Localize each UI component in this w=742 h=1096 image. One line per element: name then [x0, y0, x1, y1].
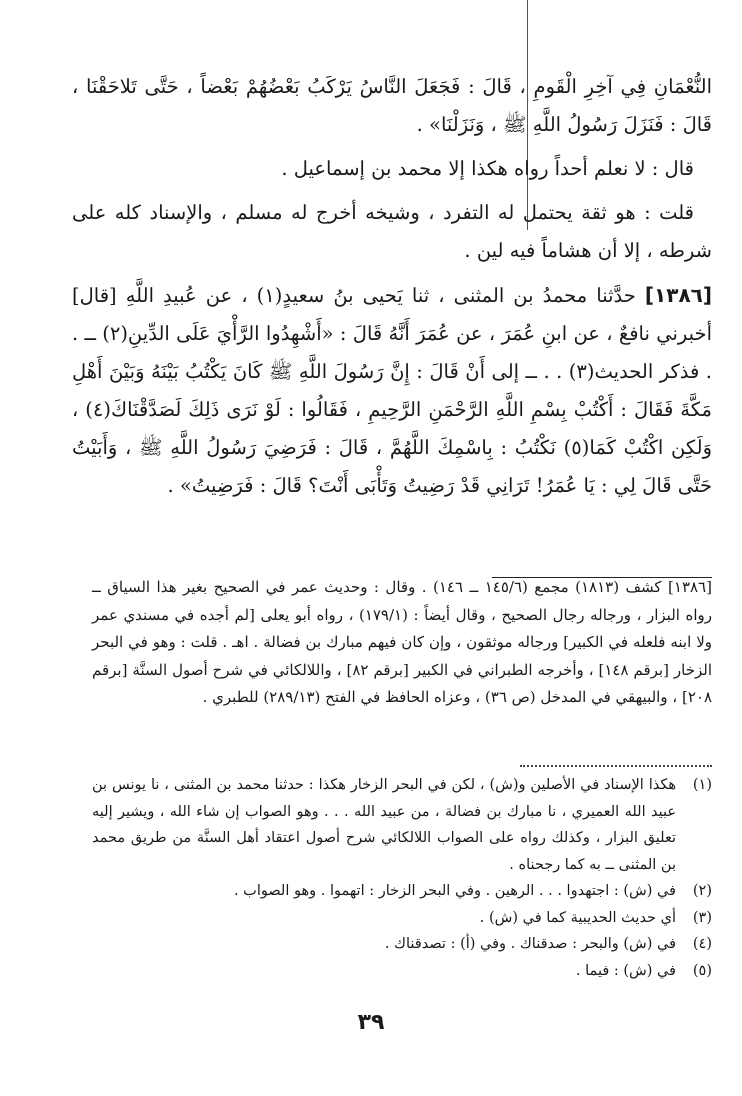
footnotes [92, 772, 712, 984]
main-paragraph-2: قال : لا نعلم أحداً رواه هكذا إلا محمد بن إسماعيل . [281, 157, 694, 180]
footnote-text: أي حديث الحديبية كما في (ش) . [479, 909, 676, 926]
footnote-4 [92, 931, 712, 958]
page-number: ٣٩ [357, 1010, 385, 1035]
footnote-text: في (ش) : اجتهدوا . . . الرهين . وفي البحر الزخار : اتهموا . وهو الصواب . [233, 883, 676, 899]
takhrij-text: كشف (١٨١٣) مجمع (١٤٥/٦ ــ ١٤٦) . وقال : وحديث عمر في الصحيح بغير هذا السياق ــ رواه البزار ، ورجاله رجال الصحيح ، وقال أيضاً : (١٧٩/١) ، رواه أبو يعلى [لم أجده في مسندي عمر ولا ابنه فلعله في الكبير] ورجاله موثقون ، وإن كان فيهم مبارك بن فضالة . اهـ . قلت : وهو في البحر الزخار [برقم ١٤٨] ، وأخرجه الطبراني في الكبير [برقم ٨٢] ، واللالكائي في شرح أصول السنَّة [برقم ٢٠٨] ، والبيهقي في المدخل (ص ٣٦) ، وعزاه الحافظ في الفتح (٢٨٩/١٣) للطبري . [92, 578, 713, 706]
footnote-number: (١) [692, 777, 712, 793]
footnote-number: (٣) [692, 909, 712, 926]
main-paragraph-3: قلت : هو ثقة يحتمل له التفرد ، وشيخه أخرج له مسلم ، والإسناد كله على شرطه ، إلا أن هشاماً فيه لين . [72, 201, 712, 262]
main-paragraph-1: النُّعْمَانِ فِي آخِرِ الْقَومِ ، قَالَ : فَجَعَلَ النَّاسُ يَرْكَبُ بَعْضُهُمْ بَعْضاً ، حَتَّى تَلاحَقْنَا ، قَالَ : فَنَزَلَ رَسُولُ اللَّهِ ﷺ ، وَنَزَلْنَا» . [72, 75, 712, 136]
hadith-paragraph [72, 276, 712, 505]
footnote-5 [92, 958, 712, 985]
main-text [72, 68, 712, 511]
footnote-number: (٤) [692, 936, 712, 952]
dotted-separator [520, 765, 712, 767]
hadith-number: [١٣٨٦] [644, 283, 712, 307]
footnote-text: في (ش) والبحر : صدقناك . وفي (أ) : تصدقناك . [384, 936, 676, 952]
footnote-text: هكذا الإسناد في الأصلين و(ش) ، لكن في البحر الزخار هكذا : حدثنا محمد بن المثنى ، نا يونس بن عبيد الله العميري ، نا مبارك بن فضالة ، من عبيد الله . . . وهو الصواب إن شاء الله ، ويشير إليه تعليق البزار ، وكذلك رواه على الصواب اللالكائي شرح أصول اعتقاد أهل السنَّة من طريق محمد بن المثنى ــ به كما رجحناه . [92, 777, 676, 873]
hadith-text: حدَّثنا محمدُ بن المثنى ، ثنا يَحيى بنُ سعيدٍ(١) ، عن عُبيدِ اللَّهِ [قال] أخبرني نافعٌ ، عن ابنِ عُمَرَ ، عن عُمَرَ أَنَّهُ قَالَ : «أَشْهِدُوا الرَّأْيَ عَلَى الدِّينِ(٢) ــ . . فذكر الحديث(٣) . . ــ إلى أَنْ قَالَ : إِنَّ رَسُولَ اللَّهِ ﷺ كَانَ يَكْتُبُ بَيْنَهُ وَبَيْنَ أَهْلِ مَكَّةَ فَقَالَ : أَكْتُبْ بِسْمِ اللَّهِ الرَّحْمَنِ الرَّحِيمِ ، فَقَالُوا : لَوْ نَرَى ذَلِكَ لَصَدَّقْنَاكَ(٤) ، وَلَكِن اكْتُبْ كَمَا(٥) نَكْتُبُ : بِاسْمِكَ اللَّهُمَّ ، قَالَ : فَرَضِيَ رَسُولُ اللَّهِ ﷺ ، وَأَبَيْتُ حَتَّى قَالَ لِي : يَا عُمَرُ! تَرَانِي قَدْ رَضِيتُ وَتَأْبَى أَنْتَ؟ قَالَ : فَرَضِيتُ» . [72, 284, 713, 497]
footnote-2 [92, 878, 712, 905]
footnote-1 [92, 772, 712, 878]
footnote-number: (٥) [692, 962, 712, 979]
footnote-number: (٢) [692, 883, 712, 899]
footnote-3 [92, 905, 712, 932]
footnote-text: في (ش) : فيما . [575, 962, 676, 979]
takhrij-note [92, 574, 712, 712]
takhrij-number: [١٣٨٦] [668, 578, 712, 596]
